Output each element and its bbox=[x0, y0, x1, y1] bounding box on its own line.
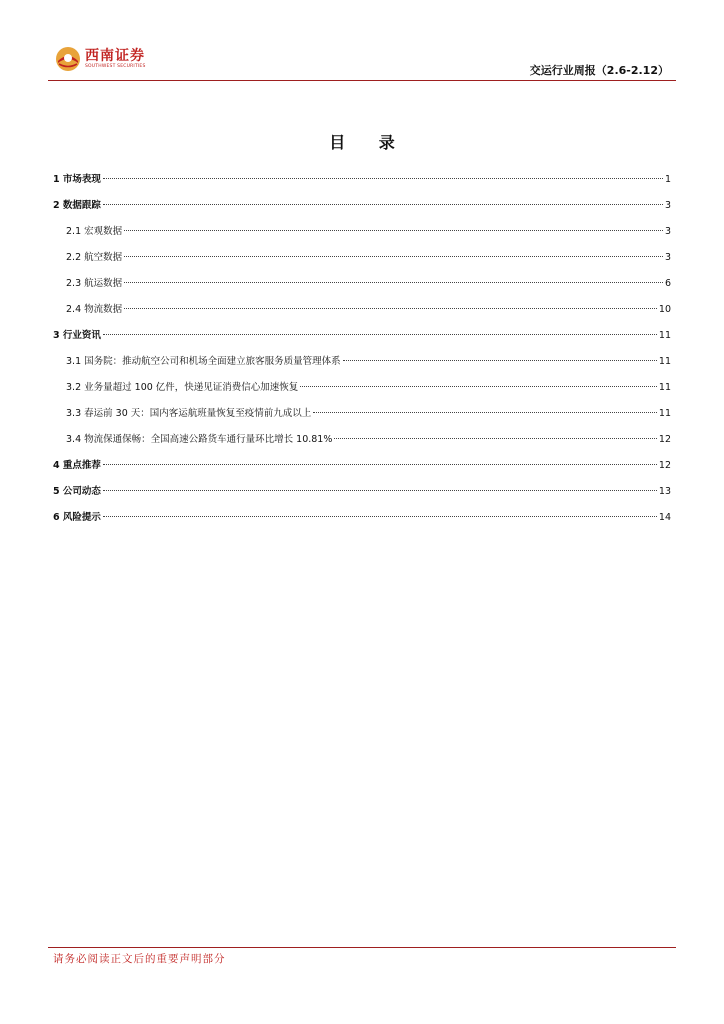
footer-divider bbox=[48, 947, 676, 948]
toc-entry-text: 2 数据跟踪 bbox=[53, 200, 101, 211]
toc-entry-text: 3.3 春运前 30 天：国内客运航班量恢复至疫情前九成以上 bbox=[66, 408, 312, 419]
toc-entry[interactable] bbox=[53, 326, 671, 352]
toc-entry-page: 1 bbox=[664, 174, 671, 185]
toc-dot-leader bbox=[103, 516, 657, 517]
toc-entry-page: 11 bbox=[658, 330, 671, 341]
logo-name-en: SOUTHWEST SECURITIES bbox=[85, 64, 146, 69]
toc-entry[interactable] bbox=[53, 300, 671, 326]
toc-title: 目 录 bbox=[329, 133, 409, 152]
toc-entry-text: 2.4 物流数据 bbox=[66, 304, 123, 315]
toc-entry-page: 3 bbox=[664, 252, 671, 263]
toc-dot-leader bbox=[124, 256, 663, 257]
toc-entry-text: 5 公司动态 bbox=[53, 486, 101, 497]
toc-entry[interactable] bbox=[53, 222, 671, 248]
toc-entry[interactable] bbox=[53, 482, 671, 508]
toc-entry[interactable] bbox=[53, 274, 671, 300]
toc-dot-leader bbox=[124, 230, 663, 231]
toc-entry-page: 12 bbox=[658, 460, 671, 471]
toc-entry[interactable] bbox=[53, 456, 671, 482]
toc-dot-leader bbox=[313, 412, 657, 413]
toc-dot-leader bbox=[334, 438, 657, 439]
toc-entry[interactable] bbox=[53, 378, 671, 404]
toc-entry-text: 3 行业资讯 bbox=[53, 330, 101, 341]
table-of-contents bbox=[53, 170, 671, 534]
toc-entry-page: 11 bbox=[658, 356, 671, 367]
toc-entry[interactable] bbox=[53, 430, 671, 456]
toc-entry[interactable] bbox=[53, 170, 671, 196]
toc-entry-text: 4 重点推荐 bbox=[53, 460, 101, 471]
toc-entry-text: 1 市场表现 bbox=[53, 174, 101, 185]
toc-entry-page: 11 bbox=[658, 408, 671, 419]
toc-dot-leader bbox=[103, 334, 657, 335]
logo-name-cn: 西南证券 bbox=[85, 48, 145, 64]
toc-dot-leader bbox=[103, 178, 663, 179]
toc-dot-leader bbox=[343, 360, 657, 361]
toc-entry-page: 3 bbox=[664, 226, 671, 237]
report-header-title: 交运行业周报（2.6-2.12） bbox=[529, 64, 669, 77]
footer-disclaimer: 请务必阅读正文后的重要声明部分 bbox=[53, 953, 226, 965]
toc-dot-leader bbox=[124, 282, 663, 283]
toc-entry-text: 3.1 国务院：推动航空公司和机场全面建立旅客服务质量管理体系 bbox=[66, 356, 341, 367]
toc-entry-text: 2.2 航空数据 bbox=[66, 252, 123, 263]
toc-dot-leader bbox=[300, 386, 657, 387]
toc-entry-text: 6 风险提示 bbox=[53, 512, 101, 523]
toc-entry-text: 3.4 物流保通保畅：全国高速公路货车通行量环比增长 10.81% bbox=[66, 434, 333, 445]
toc-entry[interactable] bbox=[53, 508, 671, 534]
toc-entry-text: 2.3 航运数据 bbox=[66, 278, 123, 289]
toc-entry[interactable] bbox=[53, 248, 671, 274]
company-logo bbox=[55, 44, 146, 74]
logo-emblem-icon bbox=[55, 46, 81, 72]
toc-entry-text: 3.2 业务量超过 100 亿件，快递见证消费信心加速恢复 bbox=[66, 382, 299, 393]
header-divider bbox=[48, 80, 676, 81]
toc-dot-leader bbox=[124, 308, 657, 309]
toc-entry-page: 12 bbox=[658, 434, 671, 445]
toc-dot-leader bbox=[103, 464, 657, 465]
toc-entry-page: 6 bbox=[664, 278, 671, 289]
toc-entry-page: 11 bbox=[658, 382, 671, 393]
toc-entry[interactable] bbox=[53, 404, 671, 430]
toc-entry[interactable] bbox=[53, 352, 671, 378]
toc-entry-page: 14 bbox=[658, 512, 671, 523]
toc-entry-page: 10 bbox=[658, 304, 671, 315]
toc-entry[interactable] bbox=[53, 196, 671, 222]
toc-entry-page: 3 bbox=[664, 200, 671, 211]
toc-entry-page: 13 bbox=[658, 486, 671, 497]
toc-dot-leader bbox=[103, 490, 657, 491]
toc-entry-text: 2.1 宏观数据 bbox=[66, 226, 123, 237]
toc-dot-leader bbox=[103, 204, 663, 205]
